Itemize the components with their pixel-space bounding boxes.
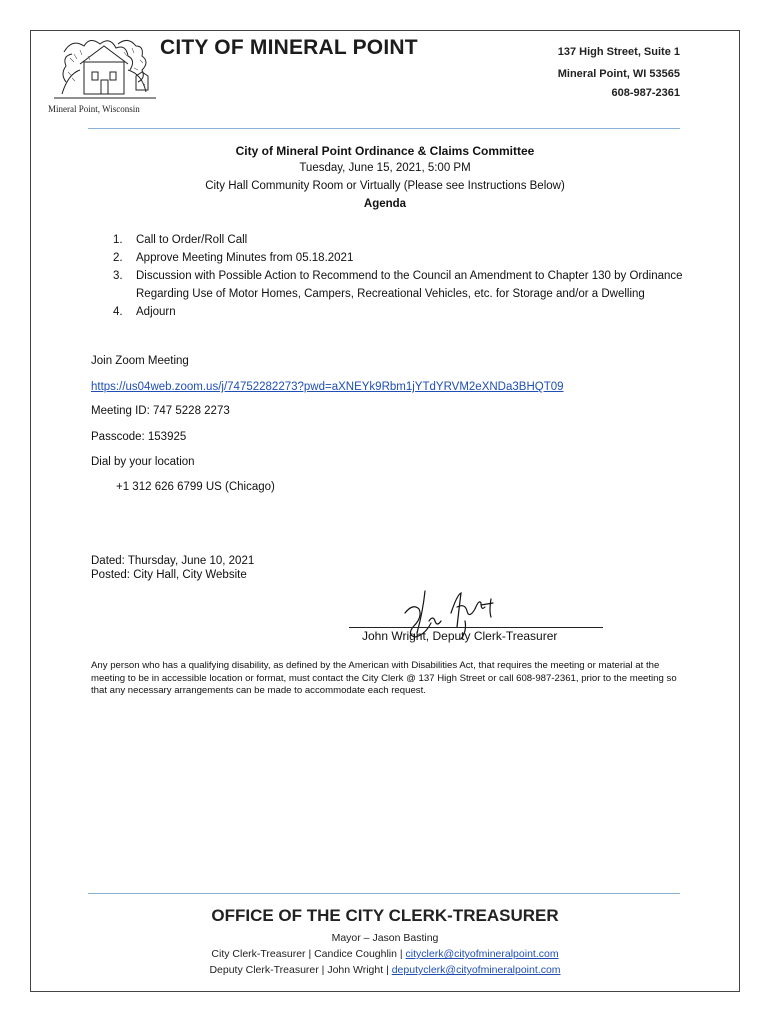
logo-caption: Mineral Point, Wisconsin [48,104,140,114]
clerk-label: City Clerk-Treasurer | Candice Coughlin | [211,948,406,960]
agenda-item-text: Adjourn [136,306,176,318]
phone-number: 608-987-2361 [611,87,680,99]
signatory-name: John Wright, Deputy Clerk-Treasurer [362,629,558,643]
clerk-email-link[interactable]: cityclerk@cityofmineralpoint.com [405,948,559,960]
dial-number: +1 312 626 6799 US (Chicago) [116,481,275,493]
office-title: OFFICE OF THE CITY CLERK-TREASURER [211,906,559,925]
page-border [30,30,740,992]
posted-line: Posted: City Hall, City Website [91,569,247,581]
agenda-item [113,267,693,303]
agenda-heading: Agenda [363,198,407,210]
agenda-item [113,303,693,321]
address-line-2: Mineral Point, WI 53565 [557,68,680,80]
clerk-line [0,948,770,960]
agenda-item-number: 1. [113,234,123,246]
dated-line: Dated: Thursday, June 10, 2021 [91,555,255,567]
agenda-item [113,249,693,267]
agenda-list [113,231,693,321]
city-title: CITY OF MINERAL POINT [160,36,418,59]
deputy-line [0,964,770,976]
agenda-item-number: 3. [113,270,123,282]
zoom-label: Join Zoom Meeting [91,355,189,367]
meeting-location: City Hall Community Room or Virtually (Please see Instructions Below) [205,180,565,192]
deputy-label: Deputy Clerk-Treasurer | John Wright | [209,964,392,976]
mayor-line: Mayor – Jason Basting [331,932,439,944]
agenda-item-text: Approve Meeting Minutes from 05.18.2021 [136,252,354,264]
agenda-item-text: Call to Order/Roll Call [136,234,248,246]
posting-info [91,554,254,582]
agenda-item-text: Discussion with Possible Action to Recommend to the Council an Amendment to Chapter 130 by Ordinance Regarding Use of Motor Homes, Campers, Recreational Vehicles, etc. for Storage and/or a Dwelling [136,270,683,300]
agenda-item-number: 4. [113,306,123,318]
signature-line [349,627,603,628]
meeting-datetime: Tuesday, June 15, 2021, 5:00 PM [299,162,471,174]
agenda-item-number: 2. [113,252,123,264]
dial-label: Dial by your location [91,456,195,468]
address-line-1: 137 High Street, Suite 1 [557,46,680,58]
passcode: Passcode: 153925 [91,431,187,443]
footer-divider [88,893,680,894]
meeting-title: City of Mineral Point Ordinance & Claims Committee [235,144,535,158]
zoom-meeting-link[interactable]: https://us04web.zoom.us/j/74752282273?pwd=aXNEYk9Rbm1jYTdYRVM2eXNDa3BHQT09 [91,381,564,393]
header-divider [88,128,680,129]
deputy-email-link[interactable]: deputyclerk@cityofmineralpoint.com [391,964,561,976]
meeting-id: Meeting ID: 747 5228 2273 [91,405,230,417]
agenda-item [113,231,693,249]
ada-notice: Any person who has a qualifying disability, as defined by the American with Disabilities Act, that requires the meeting or material at the meeting to be in accessible location or format, must contact the City Clerk @ 137 High Street or call 608-987-2361, prior to the meeting so that any necessary arrangements can be made to accommodate each request. [91,660,677,696]
